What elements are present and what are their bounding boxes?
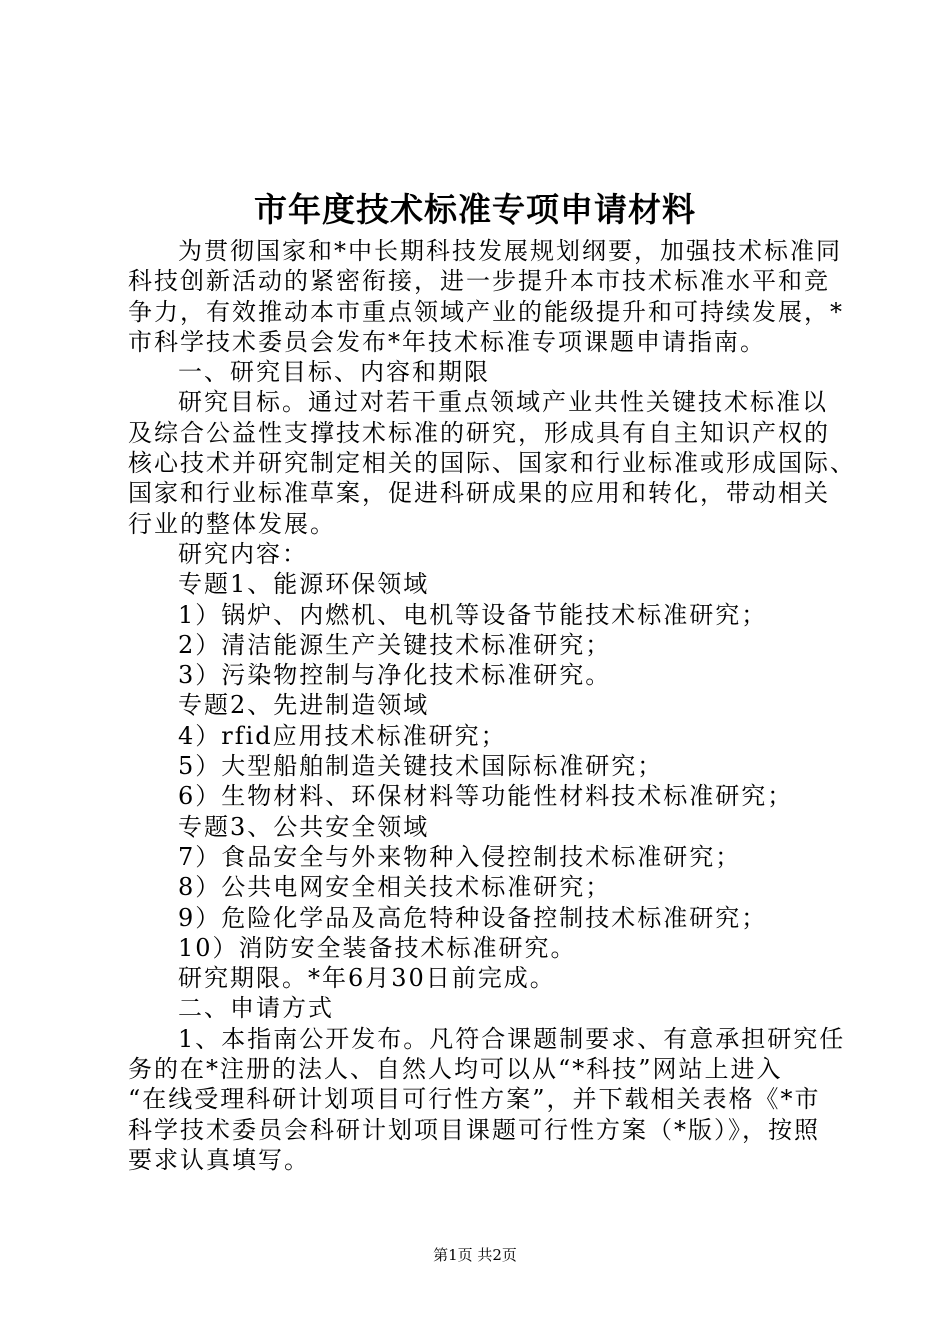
text-line: 8）公共电网安全相关技术标准研究；	[178, 873, 612, 902]
text-line: 核心技术并研究制定相关的国际、国家和行业标准或形成国际、	[128, 449, 856, 478]
text-line: 1、本指南公开发布。凡符合课题制要求、有意承担研究任	[178, 1024, 846, 1053]
text-line: 二、申请方式	[178, 994, 334, 1023]
text-line: 要求认真填写。	[128, 1145, 310, 1174]
text-line: 争力，有效推动本市重点领域产业的能级提升和可持续发展，*	[128, 297, 844, 326]
text-line: 3）污染物控制与净化技术标准研究。	[178, 661, 612, 690]
text-line: 一、研究目标、内容和期限	[178, 358, 490, 387]
text-line: 科技创新活动的紧密衔接，进一步提升本市技术标准水平和竞	[128, 267, 830, 296]
text-line: 研究目标。通过对若干重点领域产业共性关键技术标准以	[178, 388, 828, 417]
text-line: 为贯彻国家和*中长期科技发展规划纲要，加强技术标准同	[178, 237, 842, 265]
text-line: 2）清洁能源生产关键技术标准研究；	[178, 630, 612, 659]
text-line: 研究期限。*年6月30日前完成。	[178, 964, 556, 993]
text-line: 5）大型船舶制造关键技术国际标准研究；	[178, 752, 664, 781]
text-line: 9）危险化学品及高危特种设备控制技术标准研究；	[178, 903, 768, 932]
text-line: 4）rfid应用技术标准研究；	[178, 721, 507, 750]
text-line: 专题1、能源环保领域	[178, 570, 430, 599]
text-line: 研究内容：	[178, 539, 308, 568]
text-line: 市科学技术委员会发布*年技术标准专项课题申请指南。	[128, 327, 766, 356]
text-line: 行业的整体发展。	[128, 509, 336, 538]
text-line: 10）消防安全装备技术标准研究。	[178, 933, 577, 962]
text-line: “在线受理科研计划项目可行性方案”，并下载相关表格《*市	[128, 1085, 821, 1114]
text-line: 及综合公益性支撑技术标准的研究，形成具有自主知识产权的	[128, 418, 830, 447]
text-line: 专题2、先进制造领域	[178, 691, 430, 720]
document-body	[128, 236, 856, 1175]
text-line: 科学技术委员会科研计划项目课题可行性方案（*版）》，按照	[128, 1115, 820, 1144]
text-line: 国家和行业标准草案，促进科研成果的应用和转化，带动相关	[128, 479, 830, 508]
text-line: 6）生物材料、环保材料等功能性材料技术标准研究；	[178, 782, 794, 811]
text-line: 1）锅炉、内燃机、电机等设备节能技术标准研究；	[178, 600, 768, 629]
page-footer: 第1页 共2页	[433, 1246, 517, 1264]
text-line: 7）食品安全与外来物种入侵控制技术标准研究；	[178, 842, 742, 871]
text-line: 专题3、公共安全领域	[178, 812, 430, 841]
text-line: 务的在*注册的法人、自然人均可以从“*科技”网站上进入	[128, 1055, 783, 1084]
document-title: 市年度技术标准专项申请材料	[254, 190, 696, 229]
